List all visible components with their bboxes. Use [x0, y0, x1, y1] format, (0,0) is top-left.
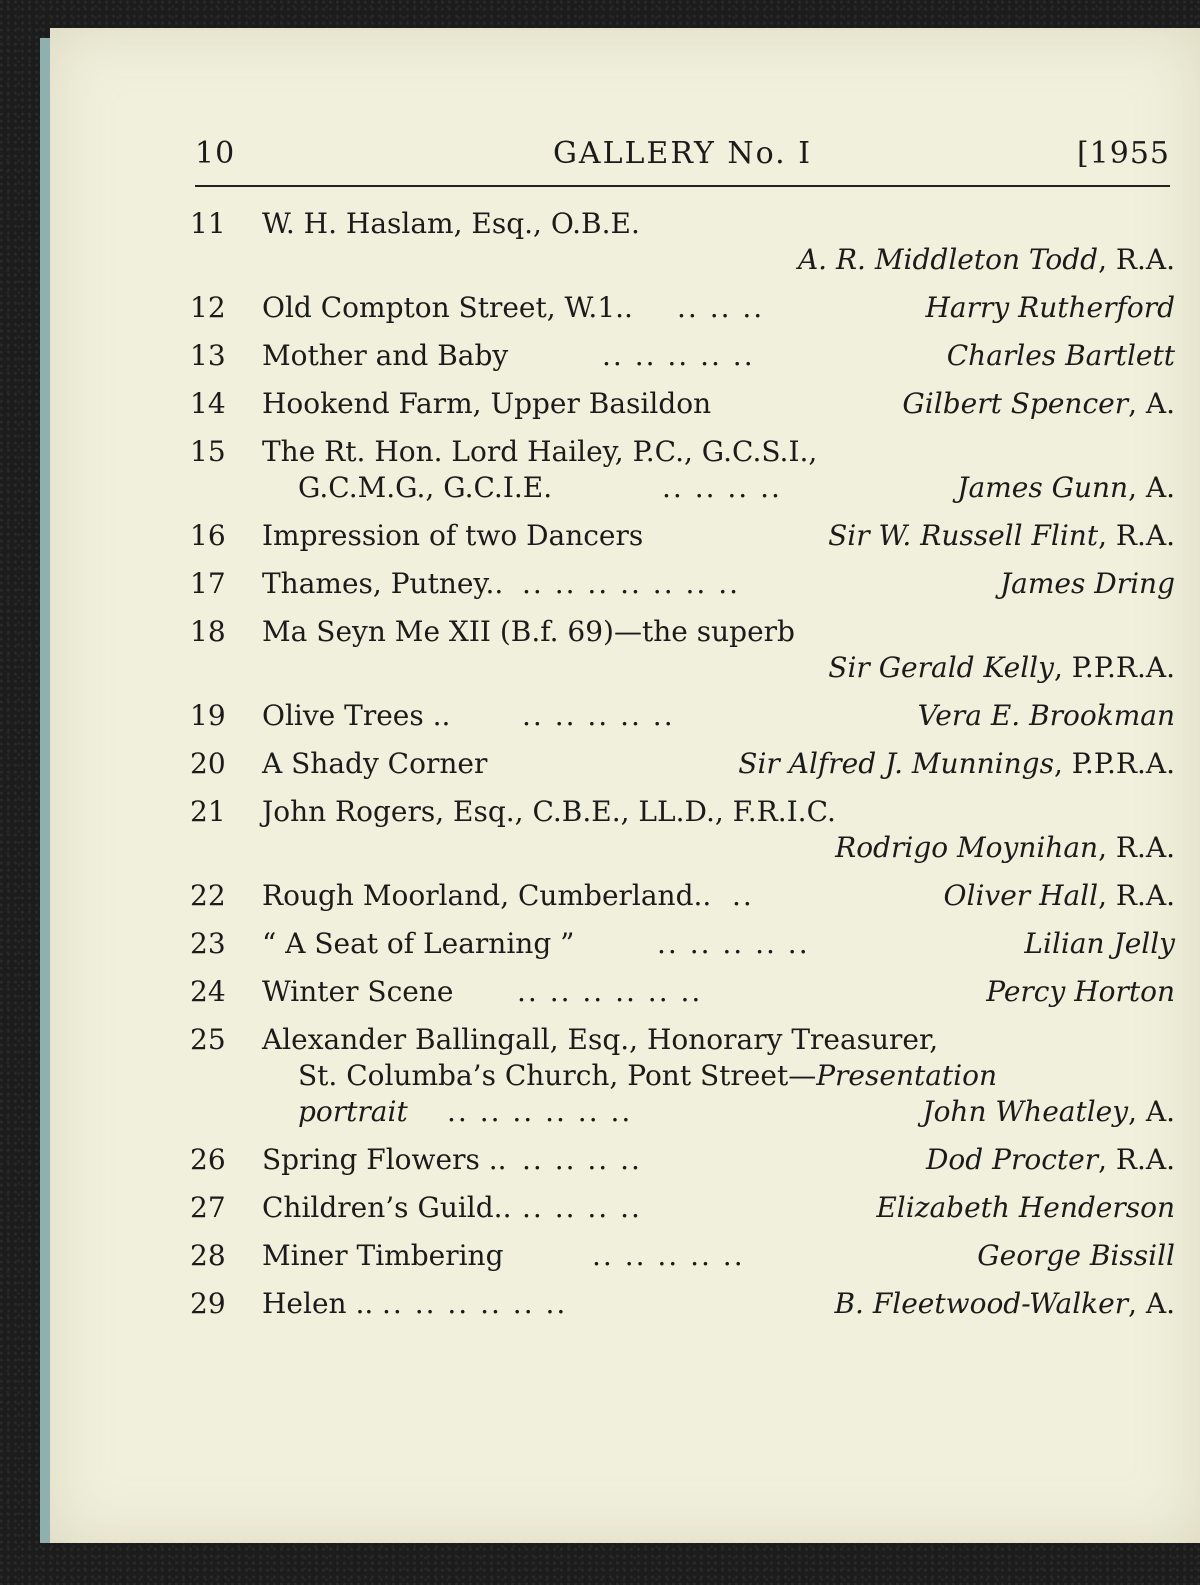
artist-name: Percy Horton [986, 975, 1175, 1008]
entry-line [262, 386, 1175, 422]
page-number: 10 [195, 136, 236, 171]
catalogue-entry [190, 386, 1175, 422]
artist-credit [835, 830, 1175, 866]
artwork-title [262, 698, 450, 734]
entry-number: 12 [190, 291, 226, 324]
artist-name: Rodrigo Moynihan [835, 831, 1099, 864]
entry-number: 11 [190, 207, 226, 240]
entry-number: 22 [190, 879, 226, 912]
artist-credit [902, 386, 1175, 422]
entry-line [262, 1286, 1175, 1322]
entry-number: 28 [190, 1239, 226, 1272]
artwork-title-text: Miner Timbering [262, 1239, 504, 1272]
catalogue-entry [190, 290, 1175, 326]
artist-honours: , A. [1128, 387, 1175, 420]
artist-credit [947, 338, 1175, 374]
page-header [195, 136, 1170, 186]
artwork-title-text: Hookend Farm, Upper Basildon [262, 387, 712, 420]
artwork-title [262, 206, 640, 242]
artist-name: George Bissill [977, 1239, 1175, 1272]
entry-number: 19 [190, 699, 226, 732]
entry-line [262, 974, 1175, 1010]
artist-honours: , P.P.R.A. [1053, 651, 1175, 684]
entry-line [262, 566, 1175, 602]
artist-credit [986, 974, 1175, 1010]
catalogue-entry [190, 1142, 1175, 1178]
leader-dots: .. .. .. .. .. [522, 699, 675, 732]
artwork-title-text: “ A Seat of Learning ” [262, 927, 575, 960]
catalogue-entry [190, 1190, 1175, 1226]
catalogue-entry [190, 518, 1175, 554]
catalogue-entry [190, 1022, 1175, 1130]
entry-line [262, 878, 1175, 914]
artwork-title-text: Helen .. [262, 1287, 374, 1320]
leader-dots: .. .. .. .. .. [657, 927, 810, 960]
artwork-title [262, 974, 453, 1010]
artist-name: Sir Gerald Kelly [828, 651, 1054, 684]
artwork-title-text: W. H. Haslam, Esq., O.B.E. [262, 207, 640, 240]
entry-number: 17 [190, 567, 226, 600]
entry-number: 23 [190, 927, 226, 960]
leader-dots: .. .. .. .. [522, 1143, 642, 1176]
entry-number: 26 [190, 1143, 226, 1176]
catalogue-entry [190, 614, 1175, 686]
artist-name: Oliver Hall [943, 879, 1099, 912]
artwork-title [262, 434, 817, 470]
artwork-title-text: The Rt. Hon. Lord Hailey, P.C., G.C.S.I., [262, 435, 818, 468]
artist-name: Harry Rutherford [925, 291, 1175, 324]
artwork-title-text: Thames, Putney.. [262, 567, 504, 600]
artist-credit [876, 1190, 1175, 1226]
entry-number: 27 [190, 1191, 226, 1224]
artist-credit [922, 1094, 1175, 1130]
entry-number: 13 [190, 339, 226, 372]
catalogue-entry [190, 974, 1175, 1010]
catalogue-entry [190, 746, 1175, 782]
catalogue-entry [190, 878, 1175, 914]
entry-number: 15 [190, 435, 226, 468]
artwork-title-text: Ma Seyn Me XII (B.f. 69)—the superb [262, 615, 795, 648]
artwork-title [262, 926, 574, 962]
artist-honours: , P.P.R.A. [1053, 747, 1175, 780]
entry-number: 16 [190, 519, 226, 552]
artist-credit [944, 878, 1175, 914]
artwork-title [262, 338, 508, 374]
artwork-title-text: Old Compton Street, W.1.. [262, 291, 633, 324]
artist-honours: , R.A. [1098, 831, 1175, 864]
entry-number: 14 [190, 387, 226, 420]
header-rule [195, 185, 1170, 187]
artwork-title-text: Impression of two Dancers [262, 519, 644, 552]
artist-name: B. Fleetwood-Walker [834, 1287, 1129, 1320]
entry-line [262, 650, 1175, 686]
catalogue-entry [190, 566, 1175, 602]
artist-credit [918, 698, 1175, 734]
entry-line [262, 698, 1175, 734]
artwork-title [262, 794, 836, 830]
catalogue-entry [190, 206, 1175, 278]
artist-name: Sir Alfred J. Munnings [738, 747, 1054, 780]
artist-name: James Gunn [957, 471, 1129, 504]
artist-name: Charles Bartlett [946, 339, 1175, 372]
artist-name: Gilbert Spencer [902, 387, 1129, 420]
leader-dots: .. .. .. [677, 291, 765, 324]
leader-dots: .. .. .. .. .. .. [517, 975, 703, 1008]
entry-line [262, 290, 1175, 326]
artwork-title-italic: Presentation [816, 1059, 998, 1092]
entry-line [262, 614, 1175, 650]
artwork-title [262, 1286, 373, 1322]
artist-credit [828, 650, 1175, 686]
leader-dots: .. .. .. .. .. .. [382, 1287, 568, 1320]
artwork-title-text: G.C.M.G., G.C.I.E. [298, 471, 553, 504]
leader-dots: .. .. .. .. [662, 471, 782, 504]
entry-line [262, 206, 1175, 242]
artwork-title-text: Mother and Baby [262, 339, 509, 372]
artwork-title-text: Winter Scene [262, 975, 454, 1008]
entry-line [262, 1094, 1175, 1130]
catalogue-entry [190, 338, 1175, 374]
artist-credit [926, 1142, 1175, 1178]
artist-credit [738, 746, 1175, 782]
artist-honours: , R.A. [1098, 1143, 1175, 1176]
leader-dots: .. .. .. .. .. .. .. [522, 567, 741, 600]
artwork-title-text: Rough Moorland, Cumberland.. [262, 879, 712, 912]
artist-honours: , A. [1128, 471, 1175, 504]
leader-dots: .. .. .. .. .. [592, 1239, 745, 1272]
artist-credit [926, 290, 1175, 326]
entry-line [262, 1058, 1175, 1094]
entry-line [262, 830, 1175, 866]
artwork-title-text: A Shady Corner [262, 747, 488, 780]
gallery-title: GALLERY No. I [552, 136, 813, 171]
artwork-title-text: Spring Flowers .. [262, 1143, 507, 1176]
leader-dots: .. [732, 879, 754, 912]
entry-line [262, 434, 1175, 470]
artist-name: John Wheatley [922, 1095, 1129, 1128]
artist-name: James Dring [999, 567, 1175, 600]
entry-number: 20 [190, 747, 226, 780]
artwork-title [262, 386, 711, 422]
catalogue-entry [190, 1238, 1175, 1274]
artwork-title [262, 1022, 938, 1058]
artist-credit [1000, 566, 1175, 602]
artist-honours: , R.A. [1098, 879, 1175, 912]
entry-number: 18 [190, 615, 226, 648]
artwork-title-text: Alexander Ballingall, Esq., Honorary Treasurer, [262, 1023, 939, 1056]
artwork-title [298, 1094, 408, 1130]
artwork-title [262, 518, 643, 554]
catalogue-entry [190, 794, 1175, 866]
artist-credit [977, 1238, 1175, 1274]
artwork-title [262, 614, 795, 650]
artist-honours: , R.A. [1098, 519, 1175, 552]
entry-line [262, 242, 1175, 278]
artwork-title [262, 1142, 507, 1178]
artwork-title [262, 1238, 504, 1274]
artwork-title-italic: portrait [298, 1095, 408, 1128]
leader-dots: .. .. .. .. .. .. [447, 1095, 633, 1128]
catalogue-entries [190, 206, 1175, 1334]
entry-number: 29 [190, 1287, 226, 1320]
entry-line [262, 470, 1175, 506]
artist-honours: , A. [1128, 1287, 1175, 1320]
artwork-title [262, 1190, 511, 1226]
entry-line [262, 794, 1175, 830]
entry-line [262, 1142, 1175, 1178]
artwork-title-text: St. Columba’s Church, Pont Street— [298, 1059, 817, 1092]
leader-dots: .. .. .. .. [522, 1191, 642, 1224]
entry-line [262, 746, 1175, 782]
entry-number: 24 [190, 975, 226, 1008]
artist-credit [957, 470, 1175, 506]
leader-dots: .. .. .. .. .. [602, 339, 755, 372]
artist-name: Lilian Jelly [1024, 927, 1175, 960]
entry-line [262, 338, 1175, 374]
artist-name: Sir W. Russell Flint [828, 519, 1099, 552]
catalogue-year: [1955 [1076, 136, 1170, 171]
entry-line [262, 1190, 1175, 1226]
artist-honours: , A. [1128, 1095, 1175, 1128]
entry-line [262, 1022, 1175, 1058]
artwork-title [262, 878, 711, 914]
artist-honours: , R.A. [1098, 243, 1175, 276]
artwork-title [298, 470, 552, 506]
catalogue-entry [190, 434, 1175, 506]
artist-credit [834, 1286, 1175, 1322]
artwork-title-text: Olive Trees .. [262, 699, 451, 732]
artwork-title [262, 566, 503, 602]
entry-number: 25 [190, 1023, 226, 1056]
artist-name: A. R. Middleton Todd [797, 243, 1099, 276]
entry-line [262, 1238, 1175, 1274]
artwork-title [298, 1058, 997, 1094]
artist-credit [798, 242, 1175, 278]
entry-line [262, 518, 1175, 554]
catalogue-entry [190, 1286, 1175, 1322]
artist-name: Dod Procter [925, 1143, 1099, 1176]
artist-credit [828, 518, 1175, 554]
artist-name: Elizabeth Henderson [876, 1191, 1175, 1224]
catalogue-page [50, 28, 1200, 1543]
artwork-title [262, 290, 633, 326]
artist-credit [1024, 926, 1175, 962]
artwork-title-text: Children’s Guild.. [262, 1191, 512, 1224]
entry-line [262, 926, 1175, 962]
catalogue-entry [190, 698, 1175, 734]
artist-name: Vera E. Brookman [917, 699, 1175, 732]
entry-number: 21 [190, 795, 226, 828]
catalogue-entry [190, 926, 1175, 962]
artwork-title-text: John Rogers, Esq., C.B.E., LL.D., F.R.I.C. [262, 795, 836, 828]
artwork-title [262, 746, 487, 782]
